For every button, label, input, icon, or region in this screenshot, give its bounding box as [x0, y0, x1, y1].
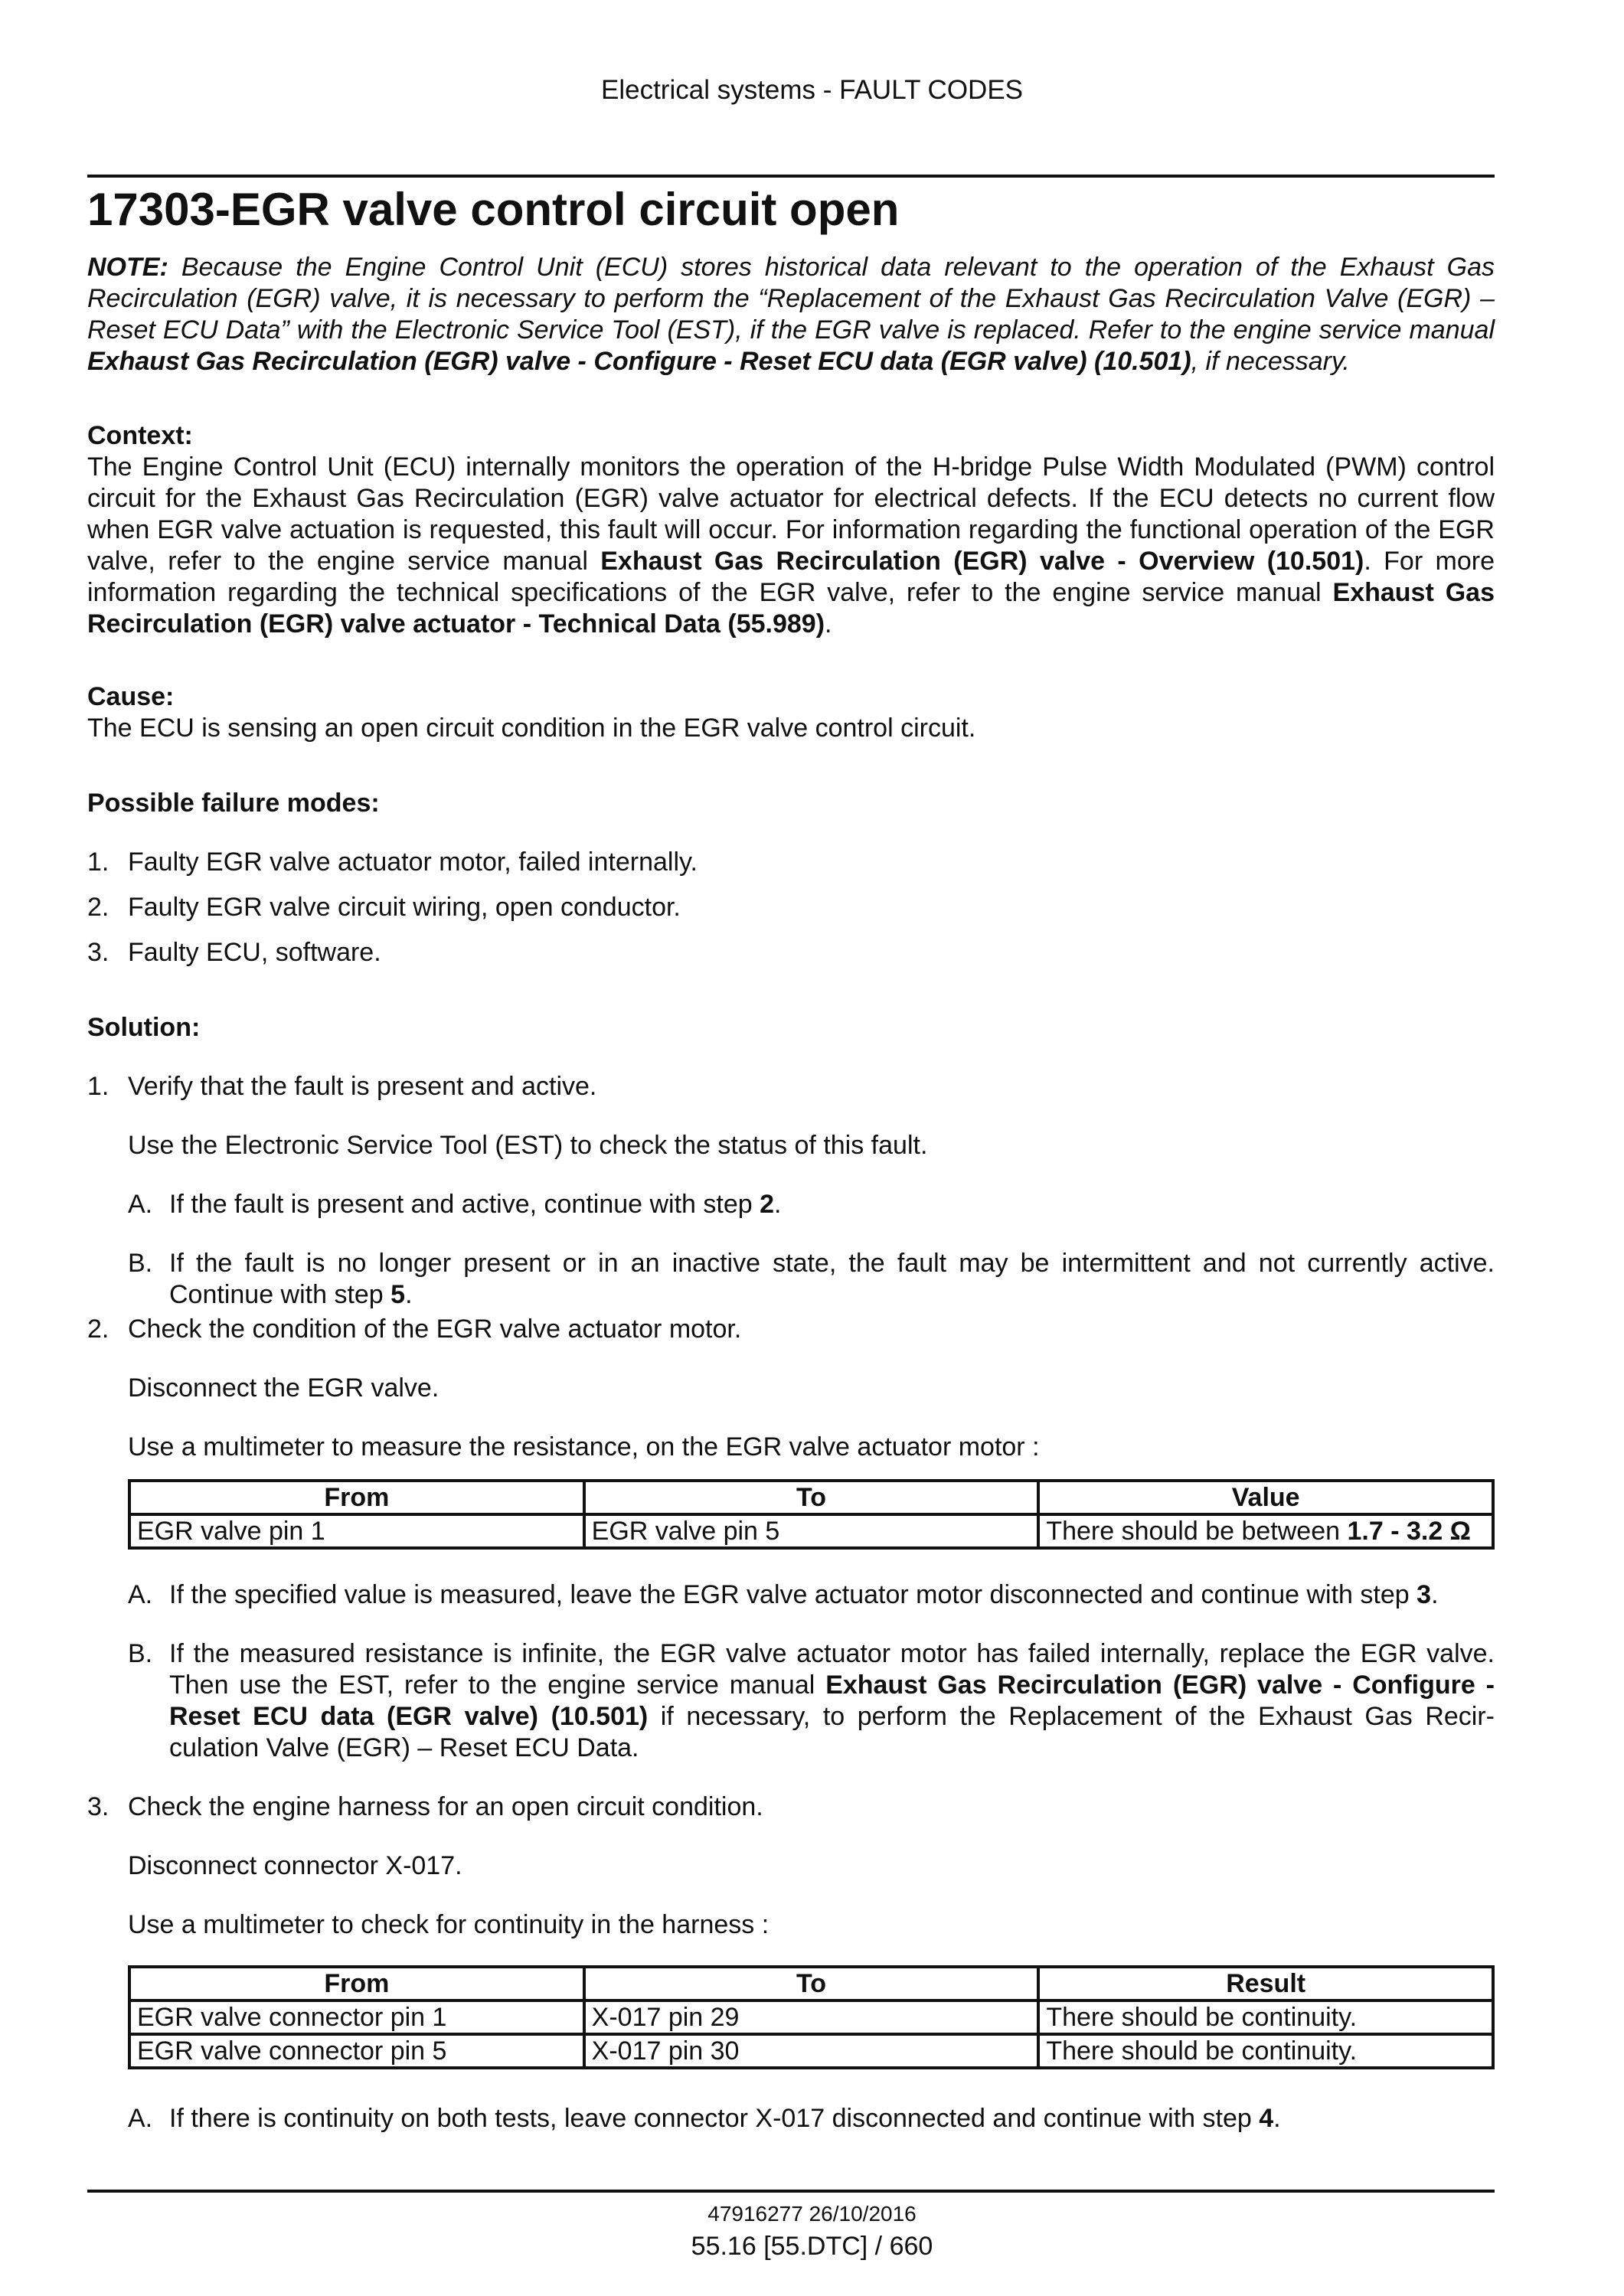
cell-result: There should be continuity. — [1038, 2034, 1493, 2068]
cell-value — [1038, 1514, 1493, 1548]
failure-mode-number: 2. — [87, 893, 109, 922]
failure-mode-item: Faulty EGR valve circuit wiring, open conductor. — [128, 893, 681, 922]
step-1-number: 1. — [87, 1072, 109, 1101]
context-text-3: . — [825, 609, 832, 639]
cell-result: There should be continuity. — [1038, 2000, 1493, 2034]
failure-modes-heading: Possible failure modes: — [87, 789, 380, 818]
table-header-row — [129, 1967, 1493, 2000]
step-1b-step-ref: 5 — [390, 1280, 406, 1309]
step-3a-text — [169, 2103, 1495, 2134]
column-header-from: From — [129, 1967, 584, 2000]
cell-to: X-017 pin 29 — [584, 2000, 1039, 2034]
column-header-result: Result — [1038, 1967, 1493, 2000]
context-reference-2: Exhaust Gas Recirculation (EGR) valve actuator - Technical Data (55.989) — [87, 578, 1495, 639]
column-header-from: From — [129, 1481, 584, 1514]
step-3a-end: . — [1273, 2104, 1281, 2133]
document-id: 47916277 26/10/2016 — [707, 2202, 917, 2226]
note-reference: Exhaust Gas Recirculation (EGR) valve - Configure - Reset ECU data (EGR valve) (10.501) — [87, 347, 1191, 376]
column-header-to: To — [584, 1481, 1039, 1514]
cell-value-text: There should be between — [1046, 1517, 1348, 1546]
step-1a-text — [169, 1189, 1495, 1220]
step-2-title: Check the condition of the EGR valve actuator motor. — [128, 1315, 742, 1344]
failure-mode-item: Faulty ECU, software. — [128, 938, 381, 967]
cause-heading: Cause: — [87, 682, 175, 711]
step-1a-end: . — [774, 1190, 782, 1219]
context-text-2: . For more information regarding the technical specifications of the EGR valve, refer to the engine service manual — [87, 547, 1495, 607]
context-text-1: The Engine Control Unit (ECU) internally monitors the operation of the H-bridge Pulse Width Modulated (PWM) control circuit for the Exhaust Gas Recirculation (EGR) valve actuator for electrical defects. If the ECU detects no current flow when EGR valve actuation is requested, this fault will occur. For information regarding the functional operation of the EGR valve, refer to the engine service manual — [87, 452, 1495, 576]
step-2a-text — [169, 1579, 1495, 1611]
note-text-2: , if necessary. — [1191, 347, 1350, 376]
step-1a-label: A. — [128, 1190, 153, 1219]
solution-heading: Solution: — [87, 1013, 201, 1042]
step-1b-body: If the fault is no longer present or in an inactive state, the fault may be intermittent and not currently active. Continue with step — [169, 1249, 1495, 1309]
step-3a-step-ref: 4 — [1259, 2104, 1274, 2133]
step-2a-end: . — [1431, 1580, 1439, 1609]
continuity-table — [128, 1965, 1495, 2069]
step-2b-label: B. — [128, 1639, 153, 1668]
step-1-title: Verify that the fault is present and active. — [128, 1072, 597, 1101]
cell-from: EGR valve connector pin 1 — [129, 2000, 584, 2034]
table-row — [129, 2000, 1493, 2034]
step-2-instruction-2: Use a multimeter to measure the resistance, on the EGR valve actuator motor : — [128, 1432, 1040, 1462]
page-number: 55.16 [55.DTC] / 660 — [691, 2232, 933, 2261]
step-1b-text — [169, 1248, 1495, 1311]
column-header-to: To — [584, 1967, 1039, 2000]
step-2b-reference: Exhaust Gas Recirculation (EGR) valve - Configure - Reset ECU data (EGR valve) (10.501) — [169, 1671, 1495, 1731]
page-title: 17303-EGR valve control circuit open — [87, 184, 900, 235]
step-1b-label: B. — [128, 1249, 153, 1278]
step-3-instruction-1: Disconnect connector X-017. — [128, 1851, 462, 1880]
step-1a-body: If the fault is present and active, continue with step — [169, 1190, 760, 1219]
cell-to: EGR valve pin 5 — [584, 1514, 1039, 1548]
step-2-instruction-1: Disconnect the EGR valve. — [128, 1373, 439, 1403]
table-row — [129, 1514, 1493, 1548]
title-rule — [87, 175, 1495, 178]
step-1-instruction: Use the Electronic Service Tool (EST) to check the status of this fault. — [128, 1131, 928, 1160]
context-paragraph — [87, 452, 1495, 640]
failure-mode-number: 1. — [87, 848, 109, 877]
note-label: NOTE: — [87, 253, 168, 282]
context-heading: Context: — [87, 421, 193, 450]
footer-rule — [87, 2190, 1495, 2193]
resistance-table — [128, 1479, 1495, 1550]
step-3-instruction-2: Use a multimeter to check for continuity in the harness : — [128, 1910, 770, 1939]
failure-mode-number: 3. — [87, 938, 109, 967]
step-2a-step-ref: 3 — [1417, 1580, 1432, 1609]
cell-value-range: 1.7 - 3.2 Ω — [1347, 1517, 1471, 1546]
table-header-row — [129, 1481, 1493, 1514]
cell-from: EGR valve connector pin 5 — [129, 2034, 584, 2068]
context-reference-1: Exhaust Gas Recirculation (EGR) valve - Overview (10.501) — [600, 547, 1364, 576]
step-2-number: 2. — [87, 1315, 109, 1344]
step-3-title: Check the engine harness for an open circuit condition. — [128, 1792, 763, 1821]
cell-to: X-017 pin 30 — [584, 2034, 1039, 2068]
note-text-1: Because the Engine Control Unit (ECU) stores historical data relevant to the operation of the Exhaust Gas Recirculation (EGR) valve, it is necessary to perform the “Replacement of the Exhaust Gas Recirculation Valve (EGR) – Reset ECU Data” with the Electronic Service Tool (EST), if the EGR valve is replaced. Refer to the engine service manual — [87, 253, 1495, 345]
step-2b-body-1: If the measured resistance is infinite, the EGR valve actuator motor has failed internally, replace the EGR valve. Then use the EST, refer to the engine service manual — [169, 1639, 1495, 1700]
step-1a-step-ref: 2 — [760, 1190, 775, 1219]
step-2a-label: A. — [128, 1580, 153, 1609]
step-3a-body: If there is continuity on both tests, leave connector X-017 disconnected and continue with step — [169, 2104, 1260, 2133]
step-2b-text — [169, 1638, 1495, 1764]
cause-text: The ECU is sensing an open circuit condition in the EGR valve control circuit. — [87, 714, 976, 743]
running-header: Electrical systems - FAULT CODES — [600, 75, 1024, 105]
step-1b-end: . — [405, 1280, 413, 1309]
step-2b-body-2: if necessary, to perform the Replacement of the Exhaust Gas Recir-culation Valve (EGR) – Reset ECU Data. — [169, 1702, 1495, 1762]
table-row — [129, 2034, 1493, 2068]
step-3-number: 3. — [87, 1792, 109, 1821]
step-2a-body: If the specified value is measured, leave the EGR valve actuator motor disconnected and continue with step — [169, 1580, 1417, 1609]
step-3a-label: A. — [128, 2104, 153, 2133]
cell-from: EGR valve pin 1 — [129, 1514, 584, 1548]
failure-mode-item: Faulty EGR valve actuator motor, failed internally. — [128, 848, 698, 877]
note-paragraph — [87, 252, 1495, 377]
column-header-value: Value — [1038, 1481, 1493, 1514]
